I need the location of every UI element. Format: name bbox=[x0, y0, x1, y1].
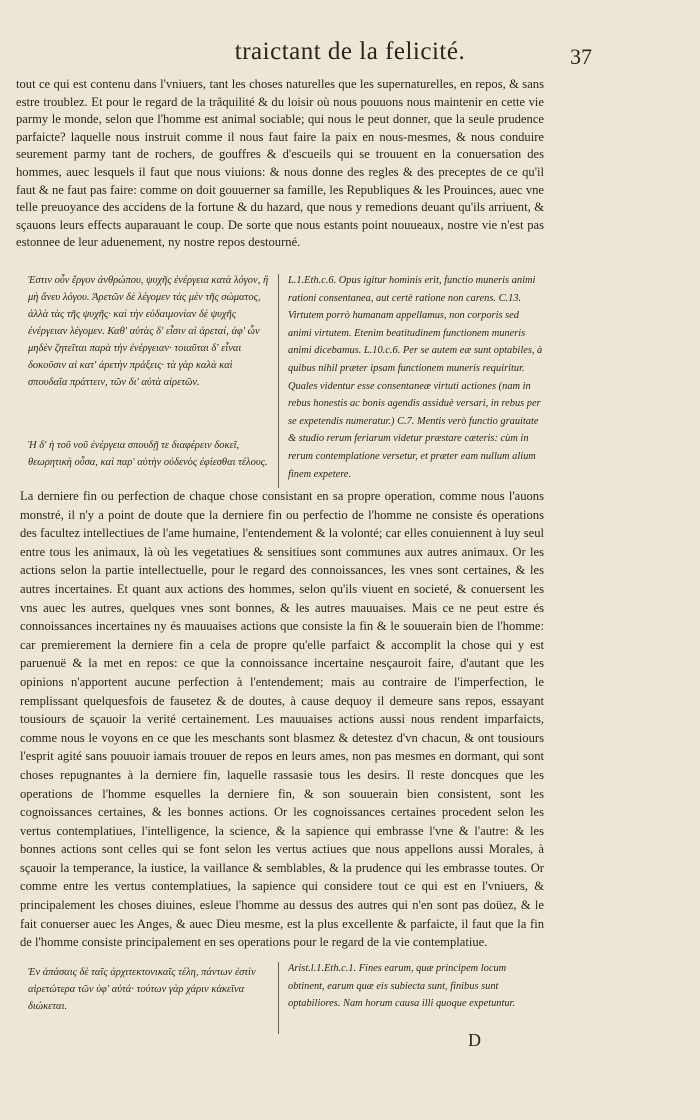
body-paragraph-2: La derniere fin ou perfection de chaque chose consistant en sa propre operation, comme nous l'auons monstré, il n'y a point de doute que la derniere fin ou perfectio de l'homme ne consiste és operations des facultez intellectiues de l'ame humaine, l'entendement & la volonté; car elles conuiennent à luy seul entre tous les animaux, là où les vegetatiues & sensitiues sont communes aux autres animaux. Or les actions selon la partie intellectuelle, pour le regard des connoissances, les vnes sont certaines, & les autres incertaines. Et quant aux actions des hommes, selon qu'ils viuent en societé, & conuersent les vns auec les autres, quelques vnes sont bonnes, & les autres mauuaises. Mais ce ne peut estre és connoissances incertaines ny és mauuaises actions que consiste la fin & le souuerain bien de l'homme: car premierement la derniere fin a cela de propre qu'elle parfaict & accomplit la chose qui y est paruenuë & la met en repos: ce que la connoissance incertaine nesçauroit faire, d'autant que les opinions n'apportent aucune perfection à l'entendement; mais au contraire de l'imperfection, le remplissant quelquesfois de fausetez & de doutes, à cause dequoy il demeure sans repos, essayant tousiours de sçauoir la verité certainement. Les mauuaises actions aussi nous rendent imparfaicts, comme nous le voyons en ce que les meschants sont blasmez & detestez d'vn chacun, & ont tousiours l'esprit agité sans pouuoir iamais trouuer de repos en leurs ames, non pas mesmes en dormant, qui sont choses repugnantes à la derniere fin, laquelle rassasie tous les desirs. Il reste doncques que les operations de l'homme esquelles la derniere fin, & son souuerain bien consistent, sont les cognoissances certaines, & les bonnes actions. Or les cognoissances certaines procedent selon les vertus contemplatiues, l'intelligence, la science, & la sapience qui embrasse l'vne & l'autre: & les bonnes actions sont celles qui se font selon les vertus actiues que nous appellons aussi Morales, à sçauoir la temperance, la iustice, la vaillance & semblables, & la prudence qui les embrasse toutes. Or comme entre les vertus contemplatiues, la sapience qui considere tout ce qui est en l'vniuers, & principalement les choses diuines, esleue l'homme au dessus des autres qui n'en sont pas doüez, & le fait conuerser auec les Anges, & auec Dieu mesme, est la plus excellente & parfaicte, il faut que la fin de l'homme consiste principalement en ses operations pour le regard de la vie contemplatiue. bbox=[20, 489, 544, 950]
body-paragraph-1: tout ce qui est contenu dans l'vniuers, tant les choses naturelles que les supernaturelles, en repos, & sans estre troublez. Et pour le regard de la trâquilité & du loisir où nous pouuons nous maintenir en cette vie parmy le monde, selon que l'homme est animal sociable; qui nous le peut donner, que la seule prudence parfaicte? laquelle nous instruit comme il nous faut faire la paix en nous-mesmes, & nous conduire seurement parmy tant de rochers, de gouffres & d'escueils qui se trouuent en la conuersation des hommes, auec lesquels il faut que nous viuions: & nous donne des regles & des preceptes de ce qu'il faut & ne faut pas faire: comme on doit gouuerner sa famille, les Republiques & les Prouinces, auec vne telle preuoyance des accidens de la fortune & du hazard, que nous y remedions deuant qu'ils arriuent, & sçauons leurs effects auparauant le coup. De sorte que nous estants point nouueaux, nostre vie n'est pas estonnee de leur aduenement, ny nostre repos destourné. bbox=[16, 77, 544, 250]
latin-note-1: L.1.Eth.c.6. Opus igitur hominis erit, functio muneris animi rationi consentanea, aut certè ratione non carens. C.13. Virtutem porrò humanam appellamus, non corporis sed animi virtutem. Etenim beatitudinem functionem muneris animi dicebamus. L.10.c.6. Per se autem eæ sunt optabiles, à quibus nihil præter ipsam functionem muneris requiritur. Quales videntur esse consentaneæ virtuti actiones (nam in rebus honestis ac bonis agendis assiduè versari, in rebus per se expetendis numeratur.) C.7. Mentis verò functio grauitate & studio rerum feriarum videtur præstare cæteris: cùm in rerum contemplatione versetur, et præter eam nullum alium finem expetere. bbox=[288, 275, 543, 480]
greek-note-2: Ἡ δ' ἡ τοῦ νοῦ ἐνέργεια σπουδῇ τε διαφέρειν δοκεῖ, θεωρητικὴ οὖσα, καὶ παρ' αὐτὴν οὐδενὸς ἐφίεσθαι τέλους. bbox=[28, 440, 268, 468]
latin-note-2: Arist.l.1.Eth.c.1. Fines earum, quæ principem locum obtinent, earum quæ eis subiecta sunt, finibus sunt optabiliores. Nam horum causa illi quoque expetuntur. bbox=[288, 963, 516, 1010]
greek-note-1: Ἐστιν οὖν ἔργον ἀνθρώπου, ψυχῆς ἐνέργεια κατὰ λόγον, ἢ μὴ ἄνευ λόγου. Ἀρετῶν δὲ λέγομεν τὰς μὲν τῆς σώματος, ἀλλὰ τὰς τῆς ψυχῆς· καὶ τὴν εὐδαιμονίαν δὲ ψυχῆς ἐνέργειαν λέγομεν. Καθ' αὐτὰς δ' εἶσιν αἱ ἀρεταί, ἀφ' ὧν μηδὲν ζητεῖται παρὰ τὴν ἐνέργειαν· τοιαῦται δ' εἶναι δοκοῦσιν αἱ κατ' ἀρετὴν πράξεις· τὰ γὰρ καλὰ καὶ σπουδαῖα πράττειν, τῶν δι' αὐτὰ αἱρετῶν. bbox=[28, 275, 269, 388]
column-divider-2 bbox=[278, 962, 279, 1034]
greek-note-3: Ἐν ἁπάσαις δὲ ταῖς ἀρχιτεκτονικαῖς τέλη, πάντων ἐστὶν αἱρετώτερα τῶν ὑφ' αὐτά· τούτων γὰρ χάριν κἀκεῖνα διώκεται. bbox=[28, 967, 256, 1012]
running-title: traictant de la felicité. bbox=[234, 38, 466, 65]
signature-mark: D bbox=[468, 1030, 481, 1050]
column-divider-1 bbox=[278, 274, 279, 488]
page-number: 37 bbox=[570, 44, 592, 69]
